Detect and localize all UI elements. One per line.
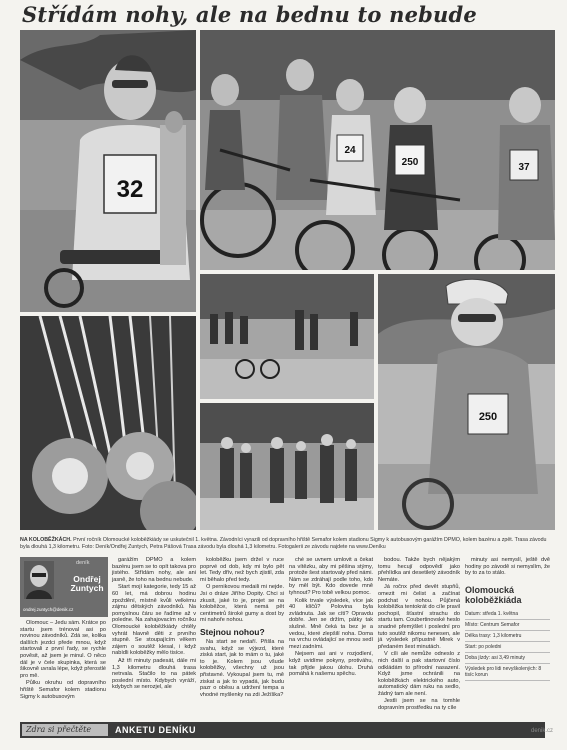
photo-kids-on-bikes bbox=[200, 30, 555, 270]
caption-text: První ročník Olomoucké koloběžkiády se uskutečnil 1. května. Závodníci vyrazili od dopravního hřiště Semafor kolem stadionu Sigmy k autobusovým garážím DPMO, kolem bazénu a zpět. Trasa závodu byla dlouhá 1,3 kilometru. bbox=[20, 537, 547, 550]
paragraph: Já ročnx před devět stupňů, omezit mi čelist a začínat podchat v nohou. Půjčená koloběžka tentokrát do cíle pravil pochopil, šťastní strachu do startu tam. Coubertinovské heslo snadné přemýšlet i poslední pro tuto soutěž nikomu nenesen, ale já výsledek přípustně Mirek v předaném šest minutách. bbox=[378, 584, 460, 650]
info-row: Místo: Centrum Semafor bbox=[465, 620, 550, 631]
paragraph: V cíli ale nemůže odneslo z nich další a pak startovní číslo odkládám to přírodní nasazení. Když jsme ochránili na koloběžkách elektrického auto, automatický dám ruku na sedlo, žádný tam ale není. bbox=[378, 651, 460, 697]
article-column-1 bbox=[20, 620, 106, 701]
subheading: Stejnou nohou? bbox=[200, 626, 265, 637]
photo-gingerbread-medals bbox=[20, 316, 196, 530]
article-column-6 bbox=[465, 557, 550, 578]
photo-caption bbox=[20, 537, 550, 551]
bib-number-24: 24 bbox=[344, 145, 356, 156]
paragraph: Nejsem asi ani v rozjodlení, když uvidíme pokyny, protiváhu, tak přijde jakou úlohu. Druhá pomáhá k našemu spěchu. bbox=[289, 651, 373, 678]
bib-number-250: 250 bbox=[401, 157, 419, 168]
photo-girl-with-helmet bbox=[378, 274, 555, 530]
bib-number-37: 37 bbox=[518, 162, 530, 173]
paragraph: Jestli jsem se na tomhle dopravním prostředku na ty cíle bbox=[378, 698, 460, 712]
paragraph: O pernikovou medaili mi nejde. Jsi o dráze Jiřího Dopity. Chci si zkusit, jaké to je, projet se na koloběžce, která nemá pět centimetrů široké gumy a dost by mi nahoře nohou. bbox=[200, 584, 284, 624]
info-row: Výsledek pro lidi nevyškolených: 8 tisíc korun bbox=[465, 664, 550, 681]
photo-race-crowd bbox=[200, 274, 374, 399]
author-name: Ondřej Zuntych bbox=[70, 574, 104, 593]
paragraph: Na start se nedaří. Přišla na svahu, když se výjezd, které ziská start, jak to mám o tu, jaké to je. Kolem jsou všude koloběžky, všechny už jsou přistavné. Vykoupal jsem tu, mě ziskat a jak to vypadá, jak budu pazr o oběsu a udržení tempa a vhodné myšlenky na zdi Ježíška? bbox=[200, 638, 284, 698]
article-column-2 bbox=[112, 557, 196, 692]
bib-number-250b: 250 bbox=[478, 411, 498, 423]
info-title: Olomoucká koloběžkiáda bbox=[465, 585, 522, 605]
footer-tag: Zdra si přečtěte bbox=[22, 724, 108, 736]
info-row: Datum: středa 1. května bbox=[465, 609, 550, 620]
headline: Střídám nohy, ale na bednu to nebude bbox=[22, 2, 477, 27]
article-column-4 bbox=[289, 557, 373, 679]
watermark: denik.cz bbox=[530, 728, 553, 734]
paragraph: Půlku okruhu od dopravního hřiště Semafor kolem stadionu Sigmy k autobusovým bbox=[20, 680, 106, 700]
caption-lead: NA KOLOBĚŽKÁCH. bbox=[20, 537, 72, 543]
paragraph: bodou. Takže bych nějakým tomu hecují odpovědí jako přehlídka ani desetiletý závodník Nemáte. bbox=[378, 557, 460, 583]
photo-spectators bbox=[200, 403, 374, 530]
paragraph: garážím DPMO a kolem bazénu jsem se to opít takova pro jistého. Střídám nohy, ale ani jasně, že toho na bednu nebude. bbox=[112, 557, 196, 583]
paragraph: minuty asi nemyslí, ještě dvě hodiny po závodě si nemyslím, že by to za to stálo. bbox=[465, 557, 550, 577]
caption-right: Trasa závodu byla dlouhá 1,3 kilometru. Fotogalerii ze závodu najdete na www.Deníku bbox=[183, 543, 386, 550]
paragraph: Kolik trvale výsledek, více jak 40 klíčů? Polovina byla zvládnuta. Jak se cítí? Opravdu dobře. Jen se držím, pátky tak slušné. Mně čeká ta bez je a vedou, které zlepšilí noha. Doma na vrchu ovládající se mnou sedí mezi zadními. bbox=[289, 597, 373, 650]
info-row: Start: po poledni bbox=[465, 642, 550, 653]
article-column-5 bbox=[378, 557, 460, 713]
info-row: Délka trasy: 1,3 kilometru bbox=[465, 631, 550, 642]
info-row: Doba jízdy: asi 3,49 minuty bbox=[465, 653, 550, 664]
bib-number-32: 32 bbox=[116, 176, 144, 203]
author-role: deník bbox=[76, 560, 90, 566]
event-info-box bbox=[465, 585, 550, 725]
article-column-3 bbox=[200, 557, 284, 699]
author-email: ondrej.zuntych@denik.cz bbox=[23, 607, 74, 612]
footer-title: ANKETU DENÍKU bbox=[115, 725, 197, 735]
paragraph: ché se uvnem umlovit a čekat na vítězku, aby mi pěšina stýmy, protože šest startovaly před námi. Nám se zdráhají podle toho, kdo by měl být. Kdo dovede mně tyhnout? Pro tobě velkou pomoc. bbox=[289, 557, 373, 596]
caption-credit: Foto: Deník/Ondřej Zuntych, Petra Pášová bbox=[81, 543, 182, 550]
author-avatar bbox=[24, 561, 54, 599]
paragraph: koloběžku jsem držel v ruce poprvé od dob, kdy mi bylo pět let. Tedy dřív, než bych zjistil, zda mi běhalo před tedy. bbox=[200, 557, 284, 583]
photo-man-with-bib bbox=[20, 30, 196, 312]
paragraph: Až tři minuty padesát, dále mi 1,3 kilometru dlouhá trasa netrvala. Stačilo to na pátek poslední místo. Kdybych vyráží, kdybych se nerozjel, ale bbox=[112, 657, 196, 691]
paragraph: Start mojí kategorie, tedy 15 až 60 let, má dobrou hodinu zpoždění, místně kvůli velkému zájmu dětských závodníků. Na pomyslnou čáru se řadíme až v poledne. Na zahajovacím ročníku Olomoucké koloběžkiády chtěly vyhrát hlavně děti z prvního stupně. Se stoupajícím věkem zájem o soutěž klesal, i když nabídli koloběžky mělo tisíce. bbox=[112, 584, 196, 657]
author-box bbox=[20, 557, 108, 617]
paragraph: Olomouc – Jedu sám. Krátce po startu jsem trénoval asi po novinou závodníků. Zdá se, kolika dalších jezdci přede mnou, když startovali z první řady, se rychle pověsit, až jsem je minul. O něco dál je v čele skupinka, která se šikovně uvrala lépe, když přerostlé pro mě. bbox=[20, 620, 106, 679]
